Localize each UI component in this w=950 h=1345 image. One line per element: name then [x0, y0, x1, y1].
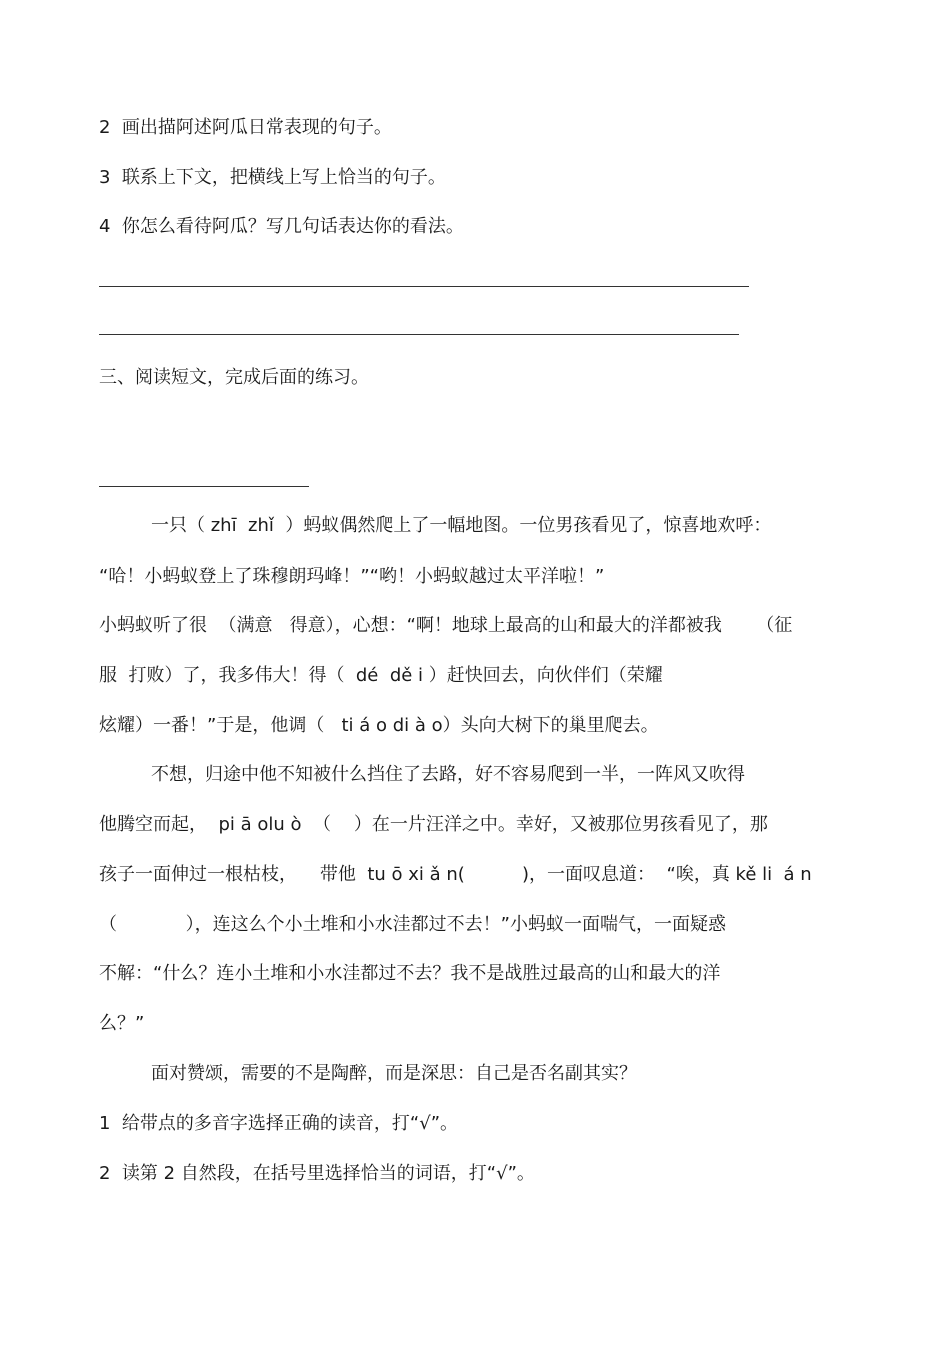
- passage-line: 小蚂蚁听了很 （满意 得意），心想：“啊！地球上最高的山和最大的洋都被我 （征: [99, 615, 793, 636]
- passage-line: 孩子一面伸过一根枯枝， 带他 tu ō xi ǎ n( )，一面叹息道： “唉，真 kě li á n: [99, 864, 812, 885]
- question-4: 4 你怎么看待阿瓜？写几句话表达你的看法。: [99, 216, 464, 237]
- passage-line: 不想，归途中他不知被什么挡住了去路，好不容易爬到一半，一阵风又吹得: [151, 764, 745, 785]
- passage-line: 服 打败）了，我多伟大！得（ dé dě i ）赶快回去，向伙伴们（荣耀: [99, 665, 663, 686]
- passage-line: 面对赞颂，需要的不是陶醉，而是深思：自己是否名副其实？: [151, 1063, 637, 1084]
- question-2: 2 画出描阿述阿瓜日常表现的句子。: [99, 117, 392, 138]
- passage-line: 炫耀）一番！”于是，他调（ ti á o di à o）头向大树下的巢里爬去。: [99, 715, 659, 736]
- answer-line: [99, 286, 749, 287]
- exercise-2: 2 读第 2 自然段，在括号里选择恰当的词语，打“√”。: [99, 1163, 535, 1184]
- passage-line: 一只（ zhī zhǐ ）蚂蚁偶然爬上了一幅地图。一位男孩看见了，惊喜地欢呼：: [151, 515, 772, 536]
- section-heading: 三、阅读短文，完成后面的练习。: [99, 367, 369, 388]
- passage-line: “哈！小蚂蚁登上了珠穆朗玛峰！”“哟！小蚂蚁越过太平洋啦！”: [99, 566, 605, 587]
- title-blank-line: [99, 486, 309, 487]
- answer-line: [99, 334, 739, 335]
- question-3: 3 联系上下文，把横线上写上恰当的句子。: [99, 167, 446, 188]
- exercise-1: 1 给带点的多音字选择正确的读音，打“√”。: [99, 1113, 459, 1134]
- passage-line: （ ），连这么个小土堆和小水洼都过不去！”小蚂蚁一面喘气，一面疑惑: [99, 914, 726, 935]
- passage-line: 他腾空而起， pi ā olu ò （ ）在一片汪洋之中。幸好，又被那位男孩看见了，那: [99, 814, 768, 835]
- passage-line: 么？”: [99, 1013, 145, 1034]
- passage-line: 不解：“什么？连小土堆和小水洼都过不去？我不是战胜过最高的山和最大的洋: [99, 963, 721, 984]
